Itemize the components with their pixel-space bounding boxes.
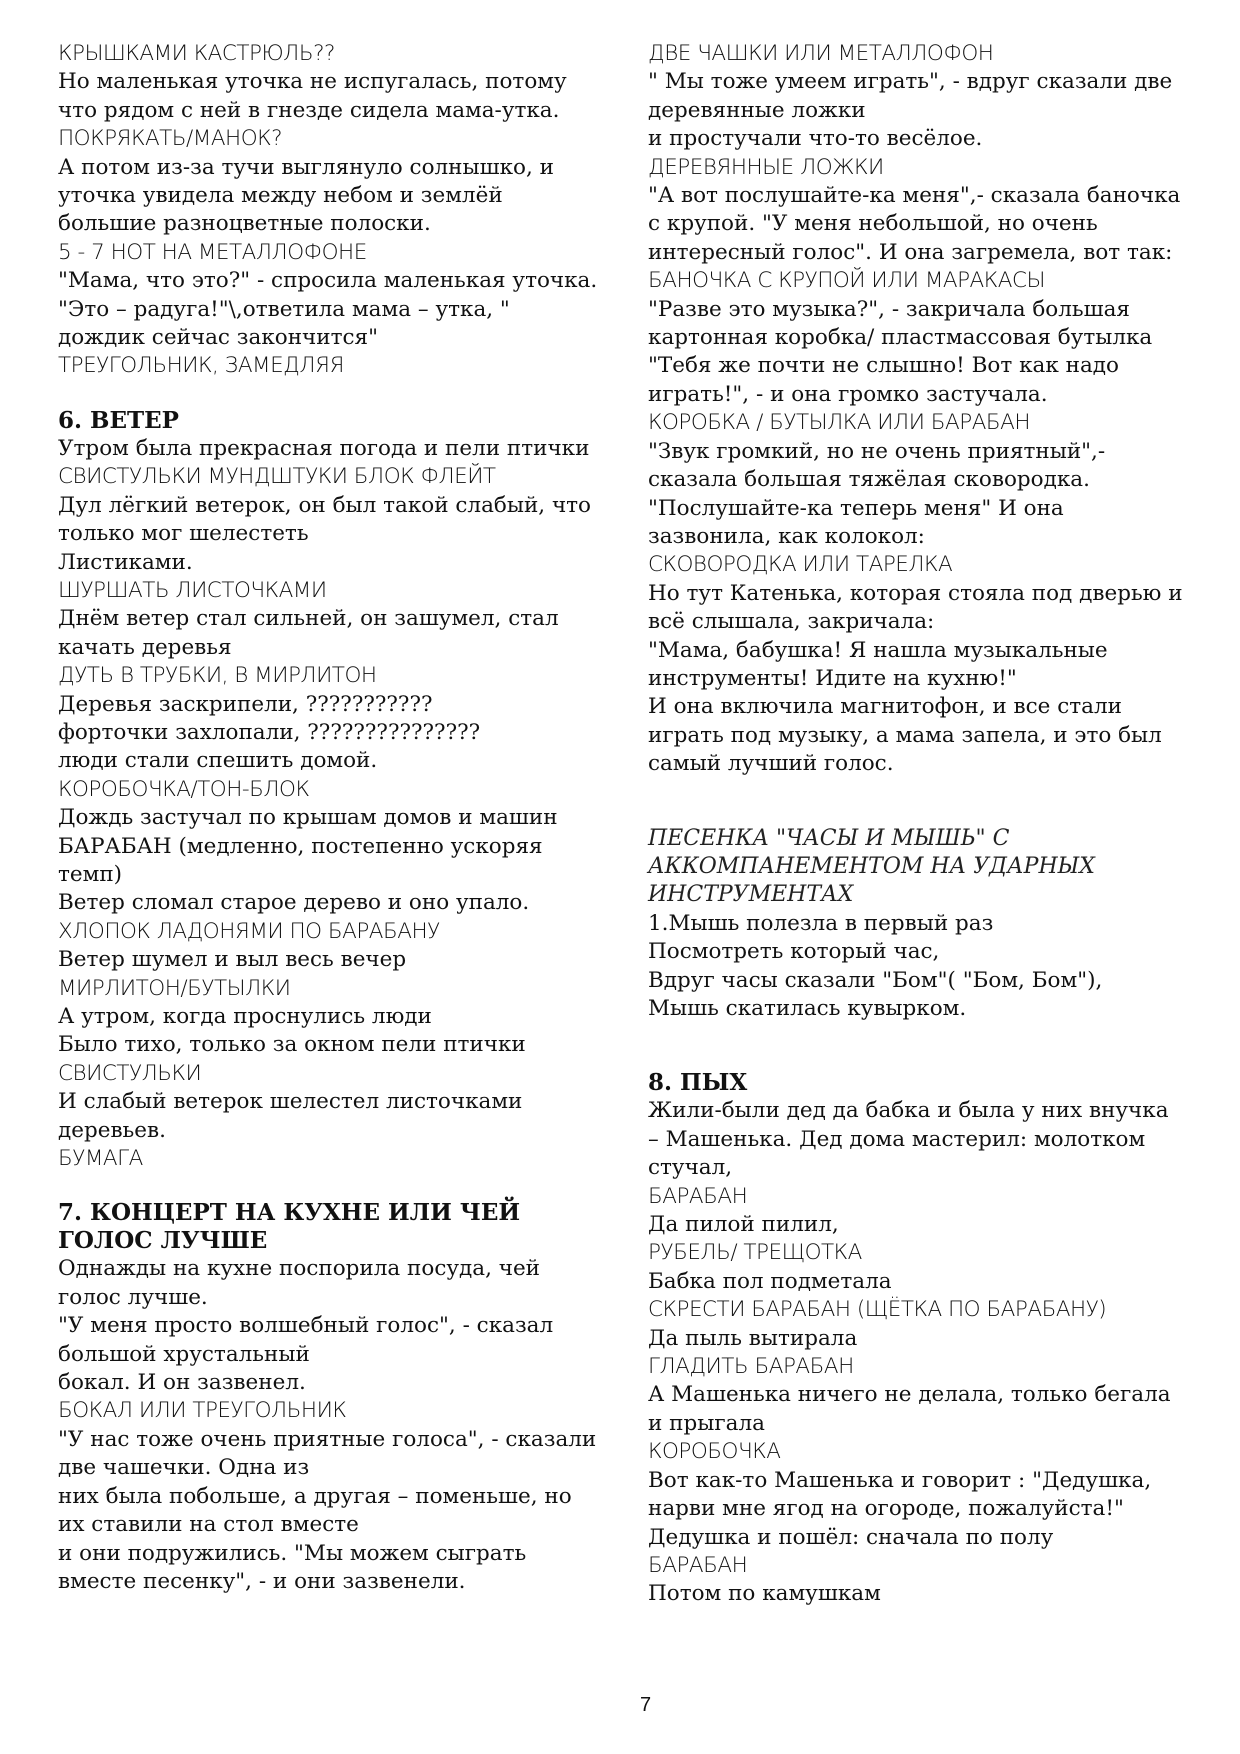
text-line: и простучали что-то весёлое. (648, 126, 983, 152)
text-line: БАРАБАН (медленно, постепенно ускоряя (58, 833, 543, 859)
text-line: И она включила магнитофон, и все стали (648, 694, 1122, 720)
text-line: "Мама, что это?" - спросила маленькая уточка. (58, 268, 598, 294)
song-title-line: АККОМПАНЕМЕНТОМ НА УДАРНЫХ (648, 853, 1095, 879)
text-line: Да пилой пилил, (648, 1212, 839, 1238)
text-line: уточка увидела между небом и землёй (58, 183, 503, 209)
text-line: БАРАБАН (648, 1552, 748, 1578)
text-line: Утром была прекрасная погода и пели птички (58, 435, 590, 461)
song-title-line: ИНСТРУМЕНТАХ (648, 882, 854, 908)
text-line: деревянные ложки (648, 97, 866, 123)
text-line: Деревья заскрипели, ??????????? (58, 691, 433, 717)
text-line: Мышь скатилась кувырком. (648, 996, 967, 1021)
text-line: МИРЛИТОН/БУТЫЛКИ (58, 975, 291, 1001)
text-line: стучал, (648, 1155, 733, 1181)
left-column (58, 40, 618, 1596)
text-line: "У меня просто волшебный голос", - сказал (58, 1313, 554, 1339)
text-line: Дождь застучал по крышам домов и машин (58, 805, 558, 831)
story-6 (58, 435, 618, 1174)
text-line: картонная коробка/ пластмассовая бутылка (648, 325, 1153, 351)
text-line: 1.Мышь полезла в первый раз (648, 910, 994, 936)
text-line: Однажды на кухне поспорила посуда, чей (58, 1256, 541, 1282)
text-line: "А вот послушайте-ка меня",- сказала баночка (648, 183, 1181, 209)
text-line: "У нас тоже очень приятные голоса", - сказали (58, 1426, 597, 1452)
text-line: темп) (58, 861, 123, 887)
text-line: Дедушка и пошёл: сначала по полу (648, 1524, 1054, 1550)
text-line: люди стали спешить домой. (58, 748, 378, 774)
text-line: А потом из-за тучи выглянуло солнышко, и (58, 154, 554, 180)
section-heading-6: 6. ВЕТЕР (58, 406, 179, 434)
text-line: Посмотреть который час, (648, 939, 940, 965)
text-line: "Тебя же почти не слышно! Вот как надо (648, 353, 1119, 379)
story-7-part-2 (648, 40, 1208, 779)
text-line: "Звук громкий, но не очень приятный",- (648, 438, 1106, 464)
text-line: КРЫШКАМИ КАСТРЮЛЬ?? (58, 41, 335, 66)
text-line: А утром, когда проснулись люди (58, 1004, 432, 1029)
text-line: дождик сейчас закончится" (58, 325, 378, 351)
text-line: Днём ветер стал сильней, он зашумел, стал (58, 606, 559, 632)
song-verse (648, 910, 1208, 1024)
text-line: форточки захлопали, ??????????????? (58, 719, 481, 745)
text-line: БАРАБАН (648, 1183, 748, 1209)
text-line: СВИСТУЛЬКИ (58, 1060, 202, 1086)
text-line: БУМАГА (58, 1146, 143, 1172)
text-line: Бабка пол подметала (648, 1268, 892, 1294)
text-line: СКРЕСТИ БАРАБАН (ЩЁТКА ПО БАРАБАНУ) (648, 1297, 1107, 1323)
song-title (648, 825, 1208, 910)
text-line: их ставили на стол вместе (58, 1512, 359, 1538)
text-line: всё слышала, закричала: (648, 609, 935, 635)
text-line: Да пыль вытирала (648, 1325, 858, 1351)
story-7-part-1 (58, 1255, 618, 1596)
text-line: ХЛОПОК ЛАДОНЯМИ ПО БАРАБАНУ (58, 918, 440, 944)
text-line: СВИСТУЛЬКИ МУНДШТУКИ БЛОК ФЛЕЙТ (58, 464, 496, 490)
text-line: "Это – радуга!"\,ответила мама – утка, " (58, 296, 510, 322)
text-line: Вот как-то Машенька и говорит : "Дедушка, (648, 1467, 1152, 1493)
text-line: нарви мне ягод на огороде, пожалуйста!" (648, 1496, 1124, 1522)
page-number: 7 (640, 1694, 652, 1716)
text-line: – Машенька. Дед дома мастерил: молотком (648, 1126, 1146, 1152)
text-line: ГЛАДИТЬ БАРАБАН (648, 1354, 854, 1380)
text-line: Ветер шумел и выл весь вечер (58, 947, 407, 973)
text-line: Вдруг часы сказали "Бом"( "Бом, Бом"), (648, 967, 1103, 993)
text-line: большие разноцветные полоски. (58, 211, 431, 237)
text-line: Дул лёгкий ветерок, он был такой слабый, что (58, 492, 591, 518)
text-line: Жили-были дед да бабка и была у них внучка (648, 1098, 1169, 1124)
text-line: ПОКРЯКАТЬ/МАНОК? (58, 126, 283, 152)
text-line: самый лучший голос. (648, 751, 894, 777)
text-line: КОРОБОЧКА (648, 1439, 781, 1465)
text-line: играть!", - и она громко застучала. (648, 381, 1048, 407)
section-heading-7-line-2: ГОЛОС ЛУЧШЕ (58, 1227, 268, 1255)
text-line: большой хрустальный (58, 1341, 310, 1367)
text-line: КОРОБОЧКА/ТОН-БЛОК (58, 776, 310, 802)
text-line: зазвонила, как колокол: (648, 523, 925, 549)
text-line: СКОВОРОДКА ИЛИ ТАРЕЛКА (648, 552, 953, 578)
text-line: сказала большая тяжёлая сковородка. (648, 467, 1090, 493)
text-line: И слабый ветерок шелестел листочками (58, 1089, 523, 1115)
text-line: ДВЕ ЧАШКИ ИЛИ МЕТАЛЛОФОН (648, 41, 994, 66)
text-line: Было тихо, только за окном пели птички (58, 1032, 526, 1058)
section-heading-8: 8. ПЫХ (648, 1069, 748, 1097)
text-line: и прыгала (648, 1410, 765, 1436)
text-line: РУБЕЛЬ/ ТРЕЩОТКА (648, 1240, 862, 1266)
text-line: только мог шелестеть (58, 521, 309, 547)
text-line: ДЕРЕВЯННЫЕ ЛОЖКИ (648, 154, 884, 180)
text-line: "Мама, бабушка! Я нашла музыкальные (648, 637, 1108, 663)
text-line: с крупой. "У меня небольшой, но очень (648, 211, 1098, 237)
text-line: Листиками. (58, 549, 193, 575)
text-line: них была побольше, а другая – поменьше, но (58, 1483, 572, 1509)
text-line: 5 - 7 НОТ НА МЕТАЛЛОФОНЕ (58, 239, 367, 265)
text-line: БОКАЛ ИЛИ ТРЕУГОЛЬНИК (58, 1398, 347, 1424)
text-line: ДУТЬ В ТРУБКИ, В МИРЛИТОН (58, 663, 377, 689)
text-line: голос лучше. (58, 1284, 208, 1310)
text-line: А Машенька ничего не делала, только бегала (648, 1382, 1171, 1408)
text-line: Потом по камушкам (648, 1581, 881, 1607)
text-line: Но маленькая уточка не испугалась, потому (58, 69, 567, 95)
story-5-continuation (58, 40, 618, 381)
section-heading-7-line-1: 7. КОНЦЕРТ НА КУХНЕ ИЛИ ЧЕЙ (58, 1199, 521, 1227)
text-line: что рядом с ней в гнезде сидела мама-утка. (58, 97, 560, 123)
text-line: "Послушайте-ка теперь меня" И она (648, 495, 1064, 521)
text-line: деревьев. (58, 1117, 166, 1143)
text-line: ШУРШАТЬ ЛИСТОЧКАМИ (58, 577, 327, 603)
text-line: качать деревья (58, 634, 232, 660)
text-line: инструменты! Идите на кухню!" (648, 665, 1017, 691)
text-line: "Разве это музыка?", - закричала большая (648, 296, 1130, 322)
song-title-line: ПЕСЕНКА "ЧАСЫ И МЫШЬ" С (648, 825, 1010, 851)
text-line: " Мы тоже умеем играть", - вдруг сказали две (648, 69, 1173, 95)
text-line: КОРОБКА / БУТЫЛКА ИЛИ БАРАБАН (648, 410, 1031, 436)
story-8 (648, 1097, 1208, 1608)
text-line: и они подружились. "Мы можем сыграть (58, 1540, 527, 1566)
text-line: бокал. И он зазвенел. (58, 1370, 306, 1396)
text-line: интересный голос". И она загремела, вот так: (648, 239, 1173, 265)
text-line: БАНОЧКА С КРУПОЙ ИЛИ МАРАКАСЫ (648, 268, 1045, 294)
right-column (648, 40, 1208, 1609)
text-line: ТРЕУГОЛЬНИК, ЗАМЕДЛЯЯ (58, 353, 344, 379)
text-line: играть под музыку, а мама запела, и это был (648, 722, 1162, 748)
text-line: вместе песенку", - и они зазвенели. (58, 1568, 466, 1594)
text-line: Но тут Катенька, которая стояла под дверью и (648, 580, 1183, 606)
text-line: Ветер сломал старое дерево и оно упало. (58, 890, 530, 916)
text-line: две чашечки. Одна из (58, 1455, 310, 1481)
